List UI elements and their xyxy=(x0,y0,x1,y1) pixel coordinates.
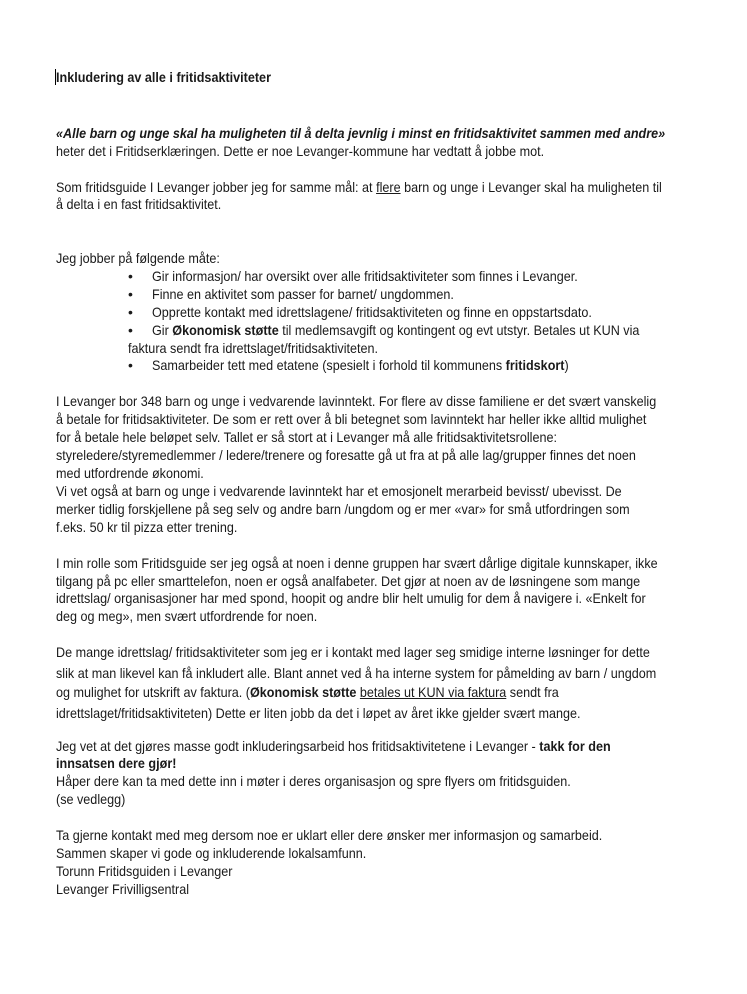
paragraph-line: De mange idrettslag/ fritidsaktiviteter som jeg er i kontakt med lager seg smidige interne løsninger for dette xyxy=(56,644,650,660)
text: Jeg vet at det gjøres masse godt inkluderingsarbeid hos fritidsaktivitetene i Levanger - xyxy=(56,738,540,754)
goal-line-1 xyxy=(56,178,662,196)
signature-org: Levanger Frivilligsentral xyxy=(56,881,190,897)
paragraph-line: innsatsen dere gjør! xyxy=(56,755,177,771)
paragraph-line: deg og meg», men svært utfordrende for noen. xyxy=(56,608,318,624)
text: Som fritidsguide I Levanger jobber jeg for samme mål: at xyxy=(56,179,377,195)
paragraph-line: I Levanger bor 348 barn og unge i vedvarende lavinntekt. For flere av disse familiene er det svært vanskelig xyxy=(56,393,657,409)
bold-text: Økonomisk støtte xyxy=(249,684,357,700)
paragraph-line: å betale for fritidsaktiviteter. De som er rett over å bli betegnet som lavinntekt har heller ikke alltid mulighet xyxy=(56,411,647,427)
paragraph-line: merker tidlig forskjellene på seg selv og andre barn /ungdom og er mer «var» for små utfordringen som xyxy=(56,501,630,517)
paragraph-line: med utfordrende økonomi. xyxy=(56,465,204,481)
document-title: Inkludering av alle i fritidsaktiviteter xyxy=(56,69,271,85)
paragraph-line: styreledere/styremedlemmer / ledere/trenere og foresatte gå ut fra at på alle lag/grupper finnes det noen xyxy=(56,447,636,463)
paragraph-line: I min rolle som Fritidsguide ser jeg også at noen i denne gruppen har svært dårlige digitale kunnskaper, ikke xyxy=(56,555,658,571)
quote: «Alle barn og unge skal ha muligheten til å delta jevnlig i minst en fritidsaktivitet sammen med andre» xyxy=(56,125,666,141)
paragraph-line: (se vedlegg) xyxy=(56,791,126,807)
bullet-icon: • xyxy=(128,304,133,320)
bullet-icon: • xyxy=(128,357,133,373)
quote-source: heter det i Fritidserklæringen. Dette er noe Levanger-kommune har vedtatt å jobbe mot. xyxy=(56,143,545,159)
bullet-icon: • xyxy=(128,286,133,302)
paragraph-line: Håper dere kan ta med dette inn i møter i deres organisasjon og spre flyers om fritidsguiden. xyxy=(56,773,571,789)
text: sendt fra xyxy=(506,684,559,700)
bold-text: takk for den xyxy=(539,738,611,754)
paragraph-line xyxy=(56,683,559,701)
paragraph-line: f.eks. 50 kr til pizza etter trening. xyxy=(56,519,238,535)
bullet-continuation: faktura sendt fra idrettslaget/fritidsaktiviteten. xyxy=(128,340,379,356)
bullet-text xyxy=(152,321,639,339)
text: Samarbeider tett med etatene (spesielt i forhold til kommunens xyxy=(152,357,506,373)
paragraph-line: idrettslag/ organisasjoner har med spond, hoopit og andre blir helt umulig for dem å navigere i. «Enkelt for xyxy=(56,590,646,606)
goal-line-2: å delta i en fast fritidsaktivitet. xyxy=(56,196,222,212)
bullet-text: Finne en aktivitet som passer for barnet/ ungdommen. xyxy=(152,286,454,302)
bold-text: Økonomisk støtte xyxy=(172,322,279,338)
paragraph-line: idrettslaget/fritidsaktiviteten) Dette er liten jobb da det i løpet av året ikke gjelder svært mange. xyxy=(56,705,581,721)
paragraph-line: slik at man likevel kan få inkludert alle. Blant annet ved å ha interne system for påmelding av barn / ungdom xyxy=(56,665,657,681)
closing-line: Sammen skaper vi gode og inkluderende lokalsamfunn. xyxy=(56,845,367,861)
paragraph-line: tilgang på pc eller smarttelefon, noen er også analfabeter. Det gjør at noen av de løsningene som mange xyxy=(56,573,641,589)
ways-intro: Jeg jobber på følgende måte: xyxy=(56,250,220,266)
bullet-text: Gir informasjon/ har oversikt over alle fritidsaktiviteter som finnes i Levanger. xyxy=(152,268,578,284)
bullet-text xyxy=(152,356,569,374)
underlined-text: flere xyxy=(376,179,401,195)
bullet-icon: • xyxy=(128,322,133,338)
paragraph-line: for å betale hele beløpet selv. Tallet er så stort at i Levanger må alle fritidsaktivitetsrollene: xyxy=(56,429,557,445)
text: og mulighet for utskrift av faktura. ( xyxy=(56,684,250,700)
bold-text: fritidskort xyxy=(505,357,565,373)
text: ) xyxy=(564,357,569,373)
bullet-text: Opprette kontakt med idrettslagene/ fritidsaktiviteten og finne en oppstartsdato. xyxy=(152,304,592,320)
text: barn og unge i Levanger skal ha muligheten til xyxy=(400,179,662,195)
underlined-text: betales ut KUN via faktura xyxy=(359,684,507,700)
paragraph-line: Vi vet også at barn og unge i vedvarende lavinntekt har et emosjonelt merarbeid bevisst/ ubevisst. De xyxy=(56,483,622,499)
signature-name: Torunn Fritidsguiden i Levanger xyxy=(56,863,233,879)
text: til medlemsavgift og kontingent og evt utstyr. Betales ut KUN via xyxy=(278,322,640,338)
closing-line: Ta gjerne kontakt med meg dersom noe er uklart eller dere ønsker mer informasjon og samarbeid. xyxy=(56,827,603,843)
text: Gir xyxy=(152,322,173,338)
bullet-icon: • xyxy=(128,268,133,284)
paragraph-line xyxy=(56,737,611,755)
